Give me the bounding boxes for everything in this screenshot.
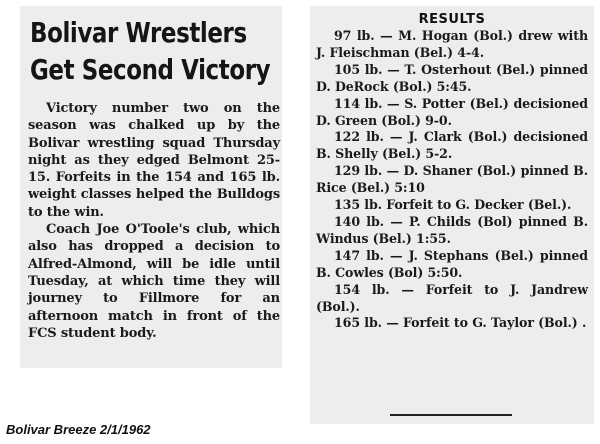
result-item: 154 lb. — Forfeit to J. Jandrew (Bol.). xyxy=(316,281,588,314)
results-clipping xyxy=(310,6,594,424)
result-item: 122 lb. — J. Clark (Bol.) decisioned B. Shelly (Bel.) 5-2. xyxy=(316,129,588,162)
article-paragraph: Coach Joe O'Toole's club, which also has dropped a decision to Alfred-Almond, will be idle until Tuesday, at which time they will journey to Fillmore for an afternoon match in front of the FCS student body. xyxy=(28,222,280,341)
article-paragraph: Victory number two on the season was chalked up by the Bolivar wrestling squad Thursday night as they edged Belmont 25-15. Forfeits in the 154 and 165 lb. weight classes helped the Bulldogs to the win. xyxy=(28,101,280,220)
article-headline xyxy=(30,14,271,88)
result-item: 165 lb. — Forfeit to G. Taylor (Bol.) . xyxy=(334,315,587,331)
headline-line-2: Get Second Victory xyxy=(30,53,271,86)
result-item: 97 lb. — M. Hogan (Bol.) drew with J. Fleischman (Bel.) 4-4. xyxy=(316,28,588,60)
result-item: 129 lb. — D. Shaner (Bol.) pinned B. Rice (Bel.) 5:10 xyxy=(316,163,588,196)
result-item: 140 lb. — P. Childs (Bol) pinned B. Windus (Bel.) 1:55. xyxy=(316,213,588,246)
divider-rule xyxy=(390,414,512,416)
result-item: 105 lb. — T. Osterhout (Bel.) pinned D. DeRock (Bol.) 5:45. xyxy=(316,61,588,94)
result-item: 135 lb. Forfeit to G. Decker (Bel.). xyxy=(334,197,572,213)
source-caption: Bolivar Breeze 2/1/1962 xyxy=(6,422,151,437)
headline-line-1: Bolivar Wrestlers xyxy=(30,16,247,49)
article-body xyxy=(28,100,280,342)
result-item: 114 lb. — S. Potter (Bel.) decisioned D. Green (Bol.) 9-0. xyxy=(316,95,588,128)
article-clipping xyxy=(20,6,282,368)
results-list xyxy=(316,28,588,332)
results-title: RESULTS xyxy=(418,12,486,27)
result-item: 147 lb. — J. Stephans (Bel.) pinned B. Cowles (Bol) 5:50. xyxy=(316,247,588,280)
